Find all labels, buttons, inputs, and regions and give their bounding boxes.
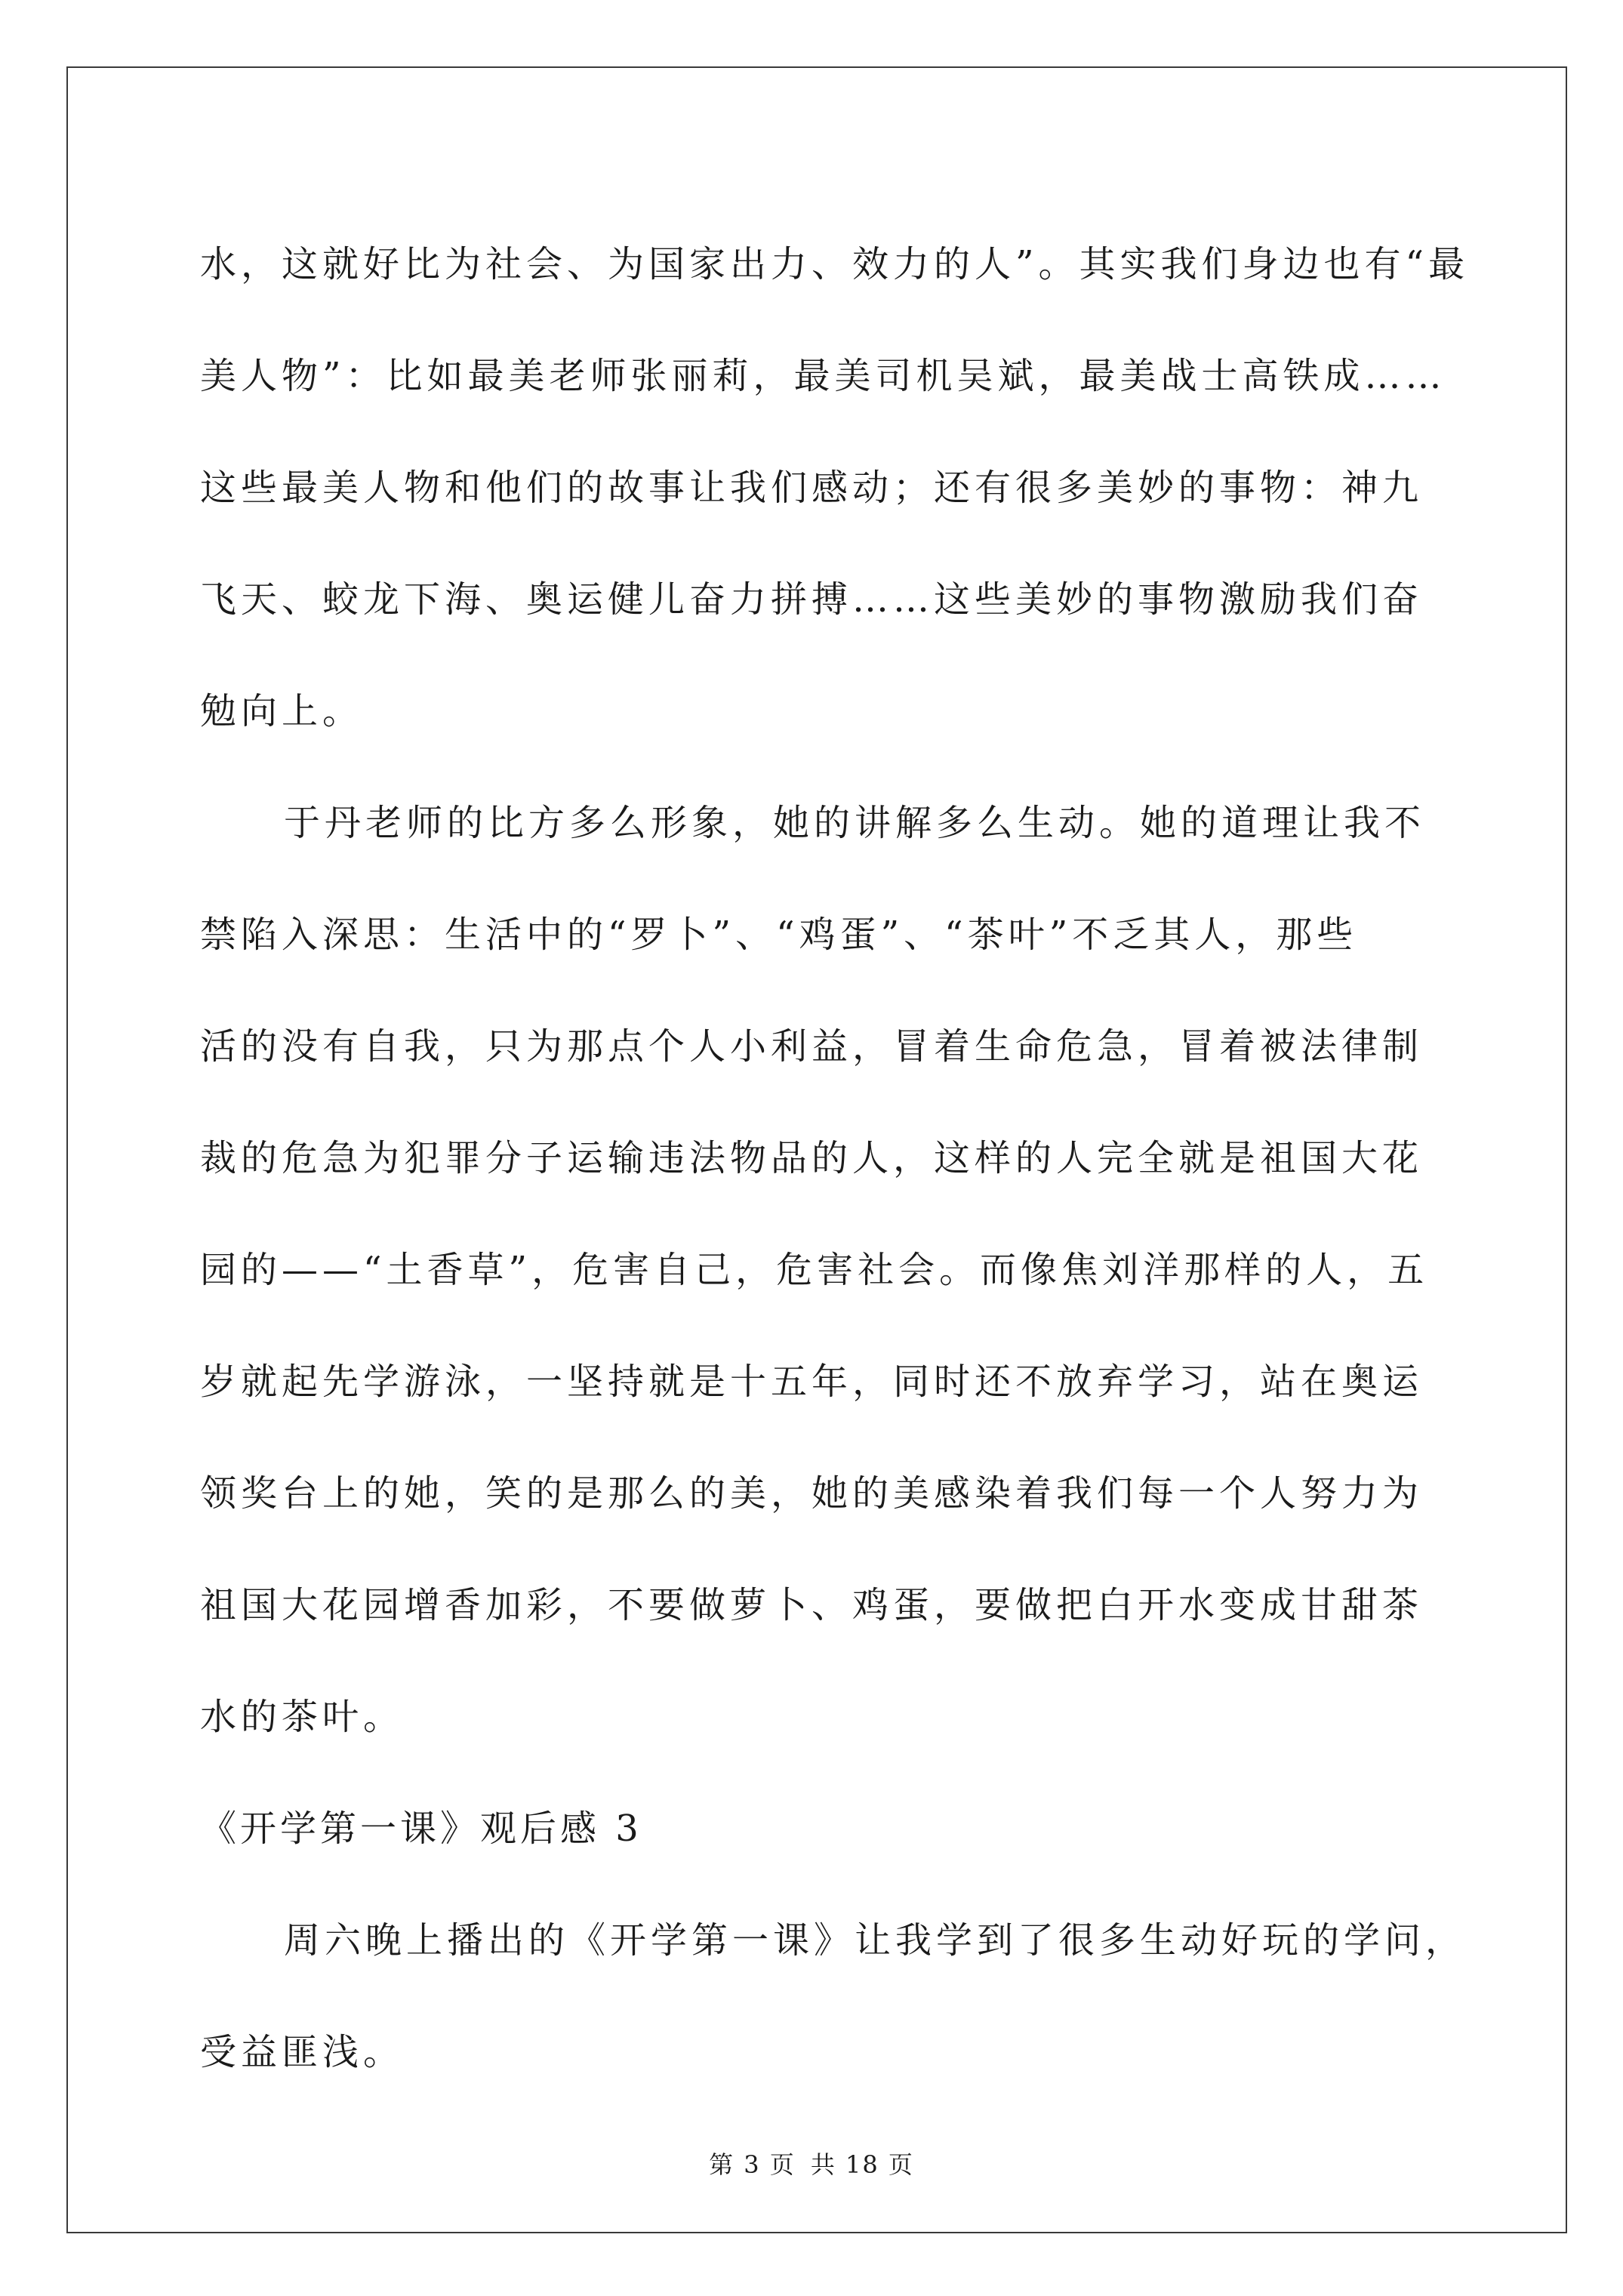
text-line: 禁陷入深思：生活中的“罗卜”、“鸡蛋”、“茶叶”不乏其人，那些 — [200, 914, 1358, 956]
text-line: 受益匪浅。 — [200, 2031, 405, 2073]
document-body — [200, 208, 1470, 2108]
page-number: 第 3 页 — [709, 2150, 796, 2179]
page-total: 共 18 页 — [810, 2150, 914, 2179]
text-line: 水，这就好比为社会、为国家出力、效力的人”。其实我们身边也有“最 — [200, 243, 1470, 285]
paragraph-first-line: 于丹老师的比方多么形象，她的讲解多么生动。她的道理让我不 — [284, 802, 1426, 844]
text-line: 水的茶叶。 — [200, 1696, 405, 1738]
section-heading: 《开学第一课》观后感 3 — [200, 1808, 642, 1850]
text-line: 领奖台上的她，笑的是那么的美，她的美感染着我们每一个人努力为 — [200, 1472, 1424, 1515]
text-line: 活的没有自我，只为那点个人小利益，冒着生命危急，冒着被法律制 — [200, 1025, 1424, 1068]
text-line: 勉向上。 — [200, 690, 364, 732]
text-line: 岁就起先学游泳，一坚持就是十五年，同时还不放弃学习，站在奥运 — [200, 1361, 1424, 1403]
text-line: 飞天、蛟龙下海、奥运健儿奋力拼搏……这些美妙的事物激励我们奋 — [200, 578, 1424, 621]
text-line: 裁的危急为犯罪分子运输违法物品的人，这样的人完全就是祖国大花 — [200, 1137, 1424, 1179]
page-footer — [0, 2146, 1623, 2180]
paragraph-first-line: 周六晚上播出的《开学第一课》让我学到了很多生动好玩的学问， — [284, 1919, 1467, 1962]
text-line: 园的——“土香草”，危害自己，危害社会。而像焦刘洋那样的人，五 — [200, 1249, 1429, 1291]
text-line: 这些最美人物和他们的故事让我们感动；还有很多美妙的事物：神九 — [200, 467, 1424, 509]
text-line: 美人物”：比如最美老师张丽莉，最美司机吴斌，最美战士高铁成…… — [200, 355, 1446, 397]
text-line: 祖国大花园增香加彩，不要做萝卜、鸡蛋，要做把白开水变成甘甜茶 — [200, 1584, 1424, 1626]
